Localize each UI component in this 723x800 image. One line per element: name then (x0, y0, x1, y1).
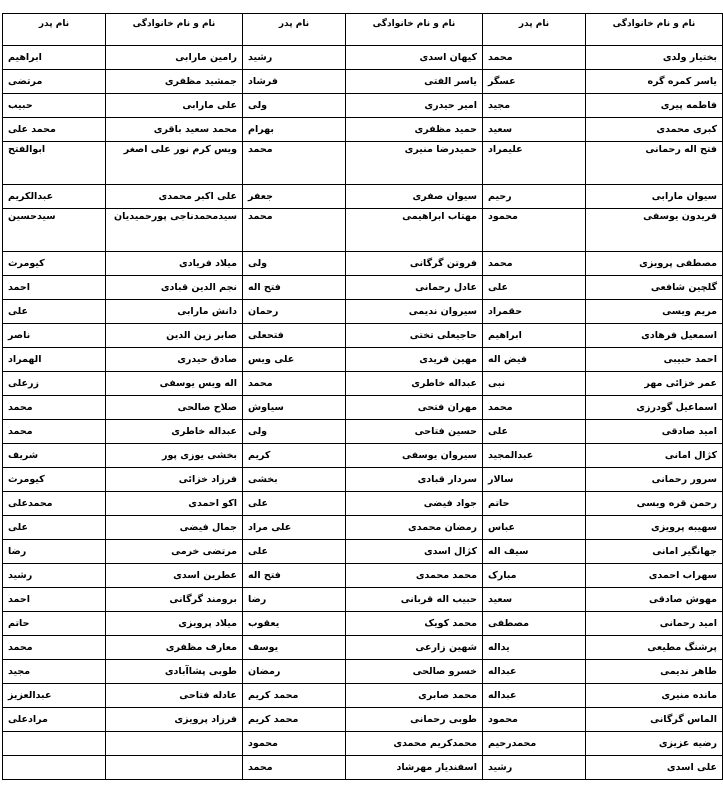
father-name-cell: کریم (243, 444, 346, 468)
full-name-cell: محمد کویک (346, 612, 483, 636)
father-name-cell: علی (243, 492, 346, 516)
column-header: نام پدر (3, 14, 106, 46)
full-name-cell: طوبی رحمانی (346, 708, 483, 732)
full-name-cell: محمدکریم محمدی (346, 732, 483, 756)
full-name-cell: محمد محمدی (346, 564, 483, 588)
full-name-cell: رضیه عزیزی (586, 732, 723, 756)
father-name-cell: محمود (483, 708, 586, 732)
full-name-cell: حاجیعلی تختی (346, 324, 483, 348)
father-name-cell: ابراهیم (3, 46, 106, 70)
full-name-cell: کژال اسدی (346, 540, 483, 564)
full-name-cell: فتح اله رحمانی (586, 142, 723, 185)
table-row (3, 396, 723, 420)
table-row (3, 468, 723, 492)
full-name-cell: شهین زارعی (346, 636, 483, 660)
table-row (3, 684, 723, 708)
father-name-cell: مجید (483, 94, 586, 118)
column-header: نام و نام خانوادگی (586, 14, 723, 46)
full-name-cell: محمد صابری (346, 684, 483, 708)
father-name-cell: عبدالعزیز (3, 684, 106, 708)
full-name-cell: طاهر ندیمی (586, 660, 723, 684)
full-name-cell: علی مارابی (106, 94, 243, 118)
table-row (3, 252, 723, 276)
full-name-cell (106, 732, 243, 756)
full-name-cell: رامین مارابی (106, 46, 243, 70)
full-name-cell: عادل رحمانی (346, 276, 483, 300)
father-name-cell: احمد (3, 588, 106, 612)
table-row (3, 70, 723, 94)
column-header: نام پدر (243, 14, 346, 46)
table-row (3, 492, 723, 516)
table-row (3, 118, 723, 142)
full-name-cell: فرزاد خزائی (106, 468, 243, 492)
table-row (3, 612, 723, 636)
father-name-cell: مرادعلی (3, 708, 106, 732)
father-name-cell: محمد (3, 420, 106, 444)
table-row (3, 276, 723, 300)
full-name-cell: دانش مارابی (106, 300, 243, 324)
father-name-cell: شریف (3, 444, 106, 468)
father-name-cell: ناصر (3, 324, 106, 348)
father-name-cell: رشید (483, 756, 586, 780)
father-name-cell: حقمراد (483, 300, 586, 324)
father-name-cell: محمدعلی (3, 492, 106, 516)
father-name-cell: ولی (243, 420, 346, 444)
full-name-cell: جمال فیضی (106, 516, 243, 540)
full-name-cell: جهانگیر امانی (586, 540, 723, 564)
full-name-cell: سردار قبادی (346, 468, 483, 492)
full-name-cell: امید صادقی (586, 420, 723, 444)
father-name-cell: عبدالمجید (483, 444, 586, 468)
full-name-cell: جمشید مظفری (106, 70, 243, 94)
full-name-cell: حمیدرضا منیری (346, 142, 483, 185)
full-name-cell: مهتاب ابراهیمی (346, 209, 483, 252)
father-name-cell: ابراهیم (483, 324, 586, 348)
father-name-cell: زرعلی (3, 372, 106, 396)
full-name-cell: امید رحمانی (586, 612, 723, 636)
full-name-cell: سهیبه پرویزی (586, 516, 723, 540)
table-row (3, 372, 723, 396)
father-name-cell: محمد (483, 396, 586, 420)
father-name-cell: محمد کریم (243, 708, 346, 732)
table-row (3, 348, 723, 372)
full-name-cell: کیهان اسدی (346, 46, 483, 70)
father-name-cell: محمدرحیم (483, 732, 586, 756)
column-header: نام و نام خانوادگی (346, 14, 483, 46)
full-name-cell (106, 756, 243, 780)
father-name-cell: سیف اله (483, 540, 586, 564)
father-name-cell: یعقوب (243, 612, 346, 636)
full-name-cell: اله ویس یوسفی (106, 372, 243, 396)
full-name-cell: مریم ویسی (586, 300, 723, 324)
father-name-cell: مبارک (483, 564, 586, 588)
table-row (3, 324, 723, 348)
father-name-cell: محمود (483, 209, 586, 252)
father-name-cell: فیض اله (483, 348, 586, 372)
father-name-cell: فتح اله (243, 276, 346, 300)
full-name-cell: بختیار ولدی (586, 46, 723, 70)
father-name-cell: عسگر (483, 70, 586, 94)
father-name-cell: رضا (3, 540, 106, 564)
table-row (3, 420, 723, 444)
father-name-cell: رحیم (483, 185, 586, 209)
father-name-cell: عبداله (483, 660, 586, 684)
full-name-cell: حسین فتاحی (346, 420, 483, 444)
full-name-cell: مصطفی پرویزی (586, 252, 723, 276)
father-name-cell: علیمراد (483, 142, 586, 185)
father-name-cell: بهرام (243, 118, 346, 142)
father-name-cell: علی (3, 300, 106, 324)
father-name-cell: عبدالکریم (3, 185, 106, 209)
father-name-cell: محمد کریم (243, 684, 346, 708)
father-name-cell: بخشی (243, 468, 346, 492)
father-name-cell: سالار (483, 468, 586, 492)
full-name-cell: کژال امانی (586, 444, 723, 468)
father-name-cell: علی (483, 420, 586, 444)
father-name-cell: محمد (243, 756, 346, 780)
father-name-cell: ولی (243, 252, 346, 276)
table-row (3, 46, 723, 70)
full-name-cell: یاسر الفتی (346, 70, 483, 94)
names-table (2, 13, 723, 780)
father-name-cell: نبی (483, 372, 586, 396)
father-name-cell: رحمان (243, 300, 346, 324)
father-name-cell: رشید (243, 46, 346, 70)
full-name-cell: رمضان محمدی (346, 516, 483, 540)
father-name-cell: محمد (483, 252, 586, 276)
full-name-cell: اسماعیل گودرزی (586, 396, 723, 420)
full-name-cell: عبداله خاطری (106, 420, 243, 444)
full-name-cell: مانده منیری (586, 684, 723, 708)
father-name-cell: علی (243, 540, 346, 564)
full-name-cell: عطرین اسدی (106, 564, 243, 588)
header-row (3, 14, 723, 46)
full-name-cell: سرور رحمانی (586, 468, 723, 492)
full-name-cell: مهوش صادقی (586, 588, 723, 612)
father-name-cell: سعید (483, 588, 586, 612)
father-name-cell: محمد (243, 372, 346, 396)
father-name-cell: سعید (483, 118, 586, 142)
father-name-cell: رضا (243, 588, 346, 612)
table-row (3, 94, 723, 118)
full-name-cell: سیوان صفری (346, 185, 483, 209)
full-name-cell: حبیب اله قربانی (346, 588, 483, 612)
full-name-cell: فرزاد پرویزی (106, 708, 243, 732)
father-name-cell: مجید (3, 660, 106, 684)
table-row (3, 564, 723, 588)
father-name-cell: سیدحسین (3, 209, 106, 252)
full-name-cell: صادق حیدری (106, 348, 243, 372)
father-name-cell: علی (3, 516, 106, 540)
full-name-cell: میلاد پرویزی (106, 612, 243, 636)
father-name-cell: محمد (243, 209, 346, 252)
father-name-cell: رمضان (243, 660, 346, 684)
father-name-cell: علی (483, 276, 586, 300)
full-name-cell: خسرو صالحی (346, 660, 483, 684)
father-name-cell: فرشاد (243, 70, 346, 94)
full-name-cell: میلاد فریادی (106, 252, 243, 276)
full-name-cell: علی اسدی (586, 756, 723, 780)
father-name-cell: سیاوش (243, 396, 346, 420)
full-name-cell: ویس کرم نور علی اصغر (106, 142, 243, 185)
full-name-cell: علی اکبر محمدی (106, 185, 243, 209)
father-name-cell: محمد (243, 142, 346, 185)
father-name-cell: محمد (3, 636, 106, 660)
full-name-cell: فاطمه پیری (586, 94, 723, 118)
full-name-cell: بخشی یوزی پور (106, 444, 243, 468)
father-name-cell: رشید (3, 564, 106, 588)
table-row (3, 708, 723, 732)
father-name-cell: جعفر (243, 185, 346, 209)
father-name-cell: ولی (243, 94, 346, 118)
father-name-cell: یوسف (243, 636, 346, 660)
full-name-cell: اکو احمدی (106, 492, 243, 516)
father-name-cell: علی مراد (243, 516, 346, 540)
full-name-cell: فریدون یوسفی (586, 209, 723, 252)
table-row (3, 756, 723, 780)
table-row (3, 588, 723, 612)
full-name-cell: حمید مظفری (346, 118, 483, 142)
full-name-cell: مهران فتحی (346, 396, 483, 420)
full-name-cell: صابر زین الدین (106, 324, 243, 348)
father-name-cell: عباس (483, 516, 586, 540)
father-name-cell: ابوالفتح (3, 142, 106, 185)
table-row (3, 660, 723, 684)
column-header: نام پدر (483, 14, 586, 46)
table-row (3, 185, 723, 209)
full-name-cell: رحمن قره ویسی (586, 492, 723, 516)
table-row (3, 636, 723, 660)
father-name-cell: محمد علی (3, 118, 106, 142)
father-name-cell: مصطفی (483, 612, 586, 636)
table-row (3, 444, 723, 468)
full-name-cell: احمد حبیبی (586, 348, 723, 372)
full-name-cell: سهراب احمدی (586, 564, 723, 588)
table-row (3, 540, 723, 564)
father-name-cell (3, 732, 106, 756)
column-header: نام و نام خانوادگی (106, 14, 243, 46)
full-name-cell: مهین فریدی (346, 348, 483, 372)
table-row (3, 732, 723, 756)
father-name-cell: محمود (243, 732, 346, 756)
full-name-cell: گلچین شافعی (586, 276, 723, 300)
full-name-cell: محمد سعید باقری (106, 118, 243, 142)
father-name-cell: کیومرث (3, 468, 106, 492)
full-name-cell: سیدمحمدناجی پورحمیدیان (106, 209, 243, 252)
full-name-cell: سیروان یوسفی (346, 444, 483, 468)
full-name-cell: پرشنگ مطیعی (586, 636, 723, 660)
full-name-cell: سیوان مارابی (586, 185, 723, 209)
full-name-cell: یاسر کمره گره (586, 70, 723, 94)
table-row (3, 300, 723, 324)
full-name-cell: نجم الدین قبادی (106, 276, 243, 300)
full-name-cell: فروتن گرگانی (346, 252, 483, 276)
father-name-cell: مرتضی (3, 70, 106, 94)
full-name-cell: طوبی پشاآبادی (106, 660, 243, 684)
father-name-cell (3, 756, 106, 780)
father-name-cell: حاتم (483, 492, 586, 516)
father-name-cell: فتحعلی (243, 324, 346, 348)
father-name-cell: الهمراد (3, 348, 106, 372)
full-name-cell: اسمعیل فرهادی (586, 324, 723, 348)
father-name-cell: یداله (483, 636, 586, 660)
full-name-cell: برومند گرگانی (106, 588, 243, 612)
full-name-cell: مرتضی خرمی (106, 540, 243, 564)
father-name-cell: محمد (3, 396, 106, 420)
full-name-cell: عادله فتاحی (106, 684, 243, 708)
full-name-cell: الماس گرگانی (586, 708, 723, 732)
father-name-cell: حاتم (3, 612, 106, 636)
full-name-cell: کبری محمدی (586, 118, 723, 142)
father-name-cell: فتح اله (243, 564, 346, 588)
full-name-cell: جواد فیضی (346, 492, 483, 516)
father-name-cell: احمد (3, 276, 106, 300)
full-name-cell: معارف مظفری (106, 636, 243, 660)
full-name-cell: اسفندیار مهرشاد (346, 756, 483, 780)
full-name-cell: عبداله خاطری (346, 372, 483, 396)
father-name-cell: عبداله (483, 684, 586, 708)
full-name-cell: امیر حیدری (346, 94, 483, 118)
father-name-cell: حبیب (3, 94, 106, 118)
table-row (3, 142, 723, 185)
father-name-cell: محمد (483, 46, 586, 70)
father-name-cell: کیومرث (3, 252, 106, 276)
full-name-cell: صلاح صالحی (106, 396, 243, 420)
full-name-cell: عمر خزائی مهر (586, 372, 723, 396)
full-name-cell: سیروان ندیمی (346, 300, 483, 324)
father-name-cell: علی ویس (243, 348, 346, 372)
table-row (3, 516, 723, 540)
table-row (3, 209, 723, 252)
